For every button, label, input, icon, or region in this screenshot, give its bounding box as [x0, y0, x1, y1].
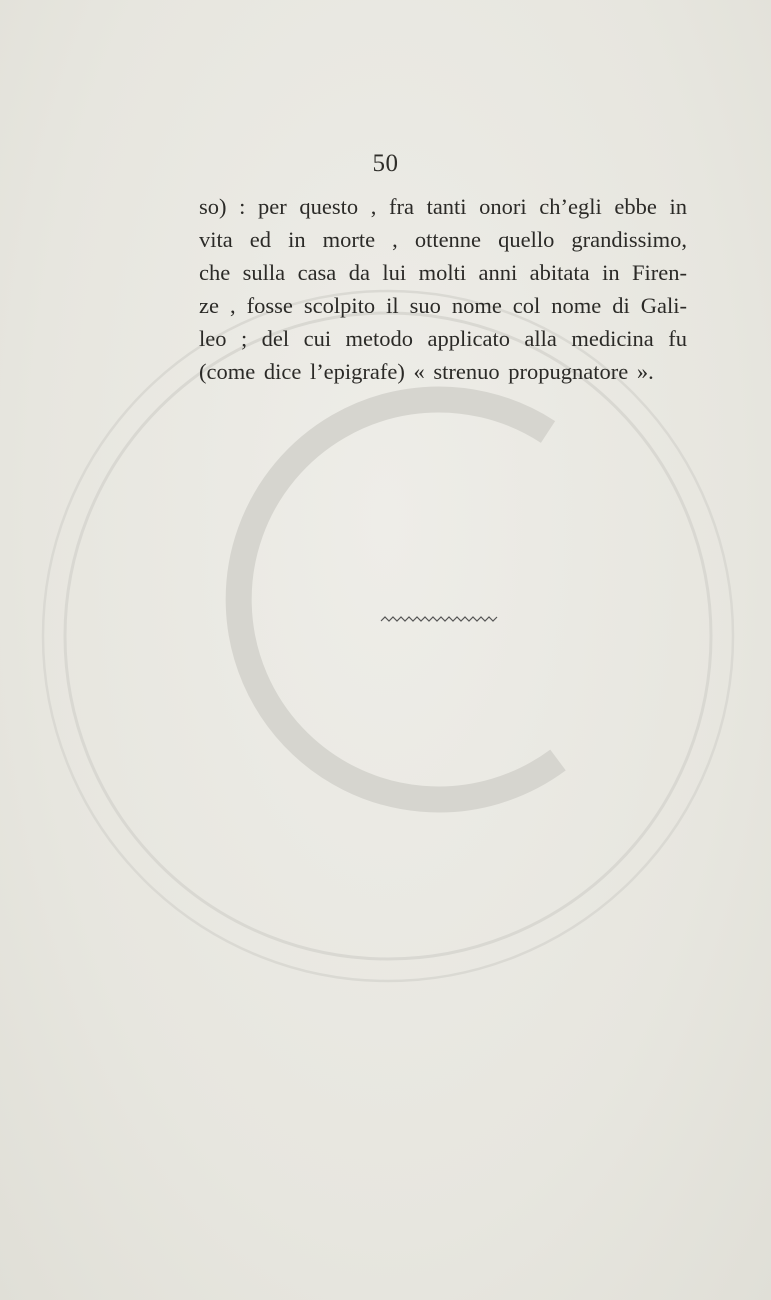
text-line: vita ed in morte , ottenne quello grandissimo,: [199, 227, 687, 252]
text-line: che sulla casa da lui molti anni abitata in Firen-: [199, 260, 687, 285]
text-line: ze , fosse scolpito il suo nome col nome di Gali-: [199, 293, 687, 318]
text-line: (come dice l’epigrafe) « strenuo propugnatore ».: [199, 359, 654, 384]
text-line: so) : per questo , fra tanti onori ch’egli ebbe in: [199, 194, 687, 219]
body-text: [199, 190, 687, 388]
text-line: leo ; del cui metodo applicato alla medicina fu: [199, 326, 687, 351]
wavy-rule-ornament-icon: [379, 612, 501, 628]
page-number: 50: [372, 150, 399, 177]
